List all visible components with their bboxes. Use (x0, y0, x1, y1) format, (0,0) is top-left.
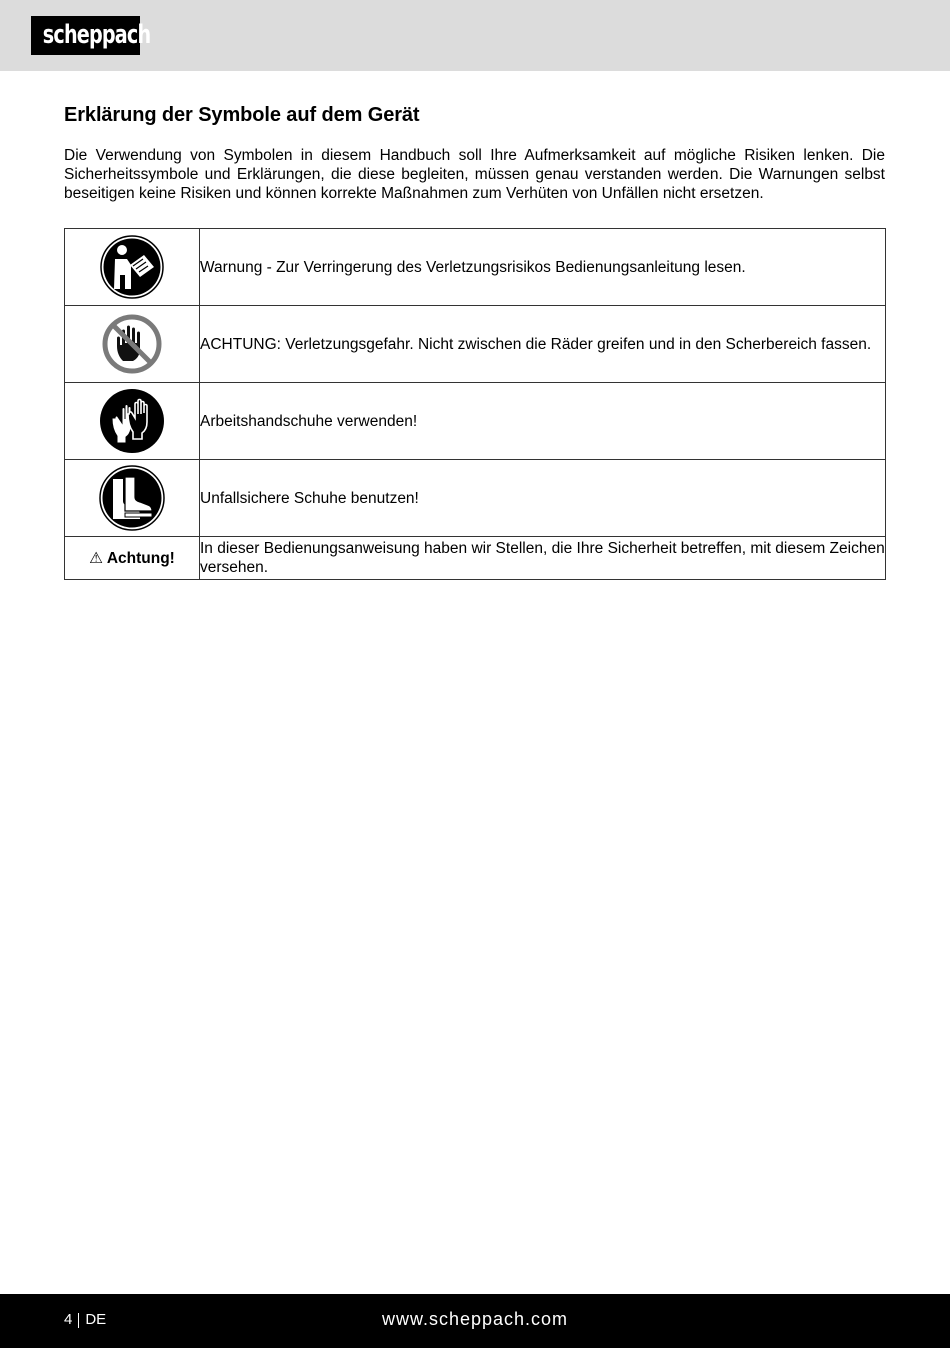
intro-paragraph: Die Verwendung von Symbolen in diesem Handbuch soll Ihre Aufmerksamkeit auf mögliche Risiken lenken. Die Sicherheitssymbole und Erklärungen, die diese begleiten, müssen genau verstanden werden. Die Warnungen selbst beseitigen keine Risiken und können korrekte Maßnahmen zum Verhüten von Unfällen nicht ersetzen. (64, 147, 885, 202)
symbol-description: Unfallsichere Schuhe benutzen! (200, 460, 886, 537)
safety-boots-icon (65, 465, 199, 531)
table-row (65, 537, 886, 580)
symbol-description: Warnung - Zur Verringerung des Verletzungsrisikos Bedienungsanleitung lesen. (200, 229, 886, 306)
symbols-table (64, 228, 886, 580)
symbol-cell (65, 229, 200, 306)
achtung-label-cell (65, 537, 200, 580)
page-number: 4 (64, 1311, 73, 1328)
language-code: DE (85, 1311, 107, 1328)
table-row (65, 460, 886, 537)
section-title: Erklärung der Symbole auf dem Gerät (64, 104, 420, 126)
table-row (65, 306, 886, 383)
symbol-description: ACHTUNG: Verletzungsgefahr. Nicht zwischen die Räder greifen und in den Scherbereich fassen. (200, 306, 886, 383)
warning-triangle-icon: ⚠ (89, 549, 104, 567)
symbol-cell (65, 460, 200, 537)
table-row (65, 229, 886, 306)
website-url: www.scheppach.com (381, 1309, 569, 1329)
page-footer (0, 1294, 950, 1348)
gloves-icon (65, 388, 199, 454)
table-row (65, 383, 886, 460)
achtung-label: Achtung! (106, 549, 175, 567)
symbol-cell (65, 306, 200, 383)
symbol-cell (65, 383, 200, 460)
symbol-description: Arbeitshandschuhe verwenden! (200, 383, 886, 460)
page-header (0, 0, 950, 71)
no-hand-icon (65, 313, 199, 375)
scheppach-logo: scheppach (31, 16, 140, 55)
achtung-description: In dieser Bedienungsanweisung haben wir Stellen, die Ihre Sicherheit betreffen, mit diesem Zeichen versehen. (200, 537, 886, 580)
read-manual-icon (65, 235, 199, 299)
